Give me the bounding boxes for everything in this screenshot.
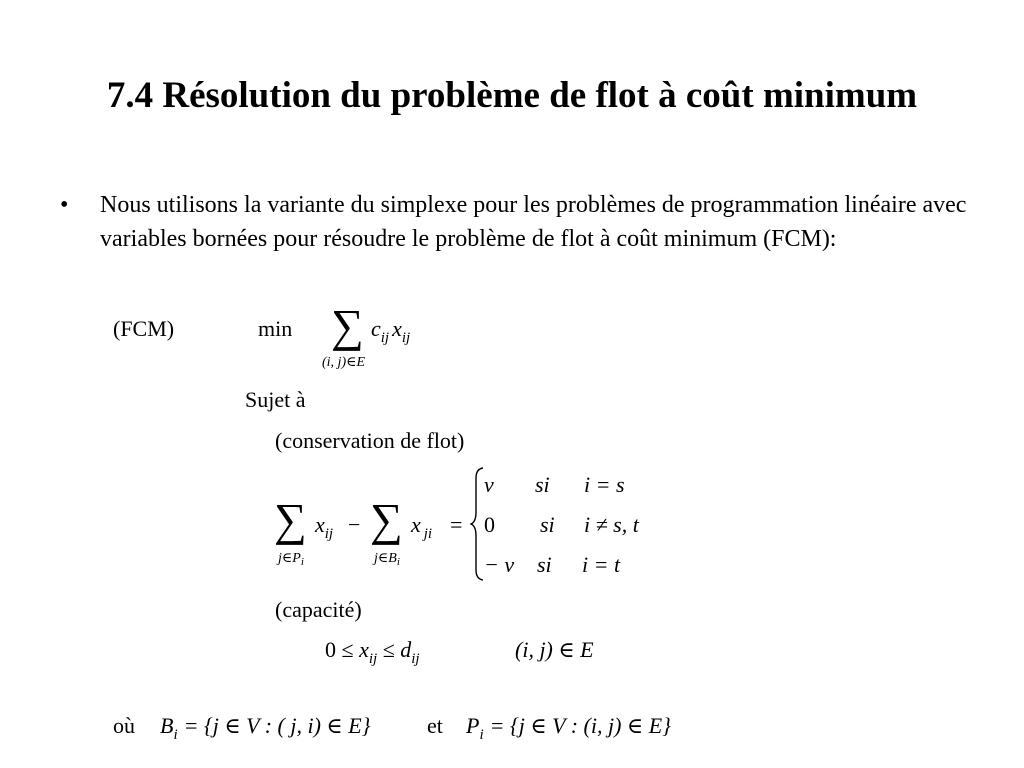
- cost-subscript: ij: [380, 330, 390, 346]
- case-3-si: si: [537, 552, 552, 577]
- conservation-term-in: [411, 512, 433, 542]
- flow-x: x: [392, 316, 402, 341]
- case-1-condition: i = s: [584, 472, 625, 497]
- case-2-condition: i ≠ s, t: [584, 512, 639, 537]
- p-set-definition: $P_i = \{j$ ∈ V : (i, j) ∈ E}: [466, 713, 671, 743]
- capacity-constraint: $0 \le x_{ij} \le d_{ij}$: [325, 637, 420, 667]
- capacity-domain: (i, j) ∈ E: [515, 637, 594, 662]
- objective-term: [371, 316, 411, 346]
- bullet-text: Nous utilisons la variante du simplexe pour les problèmes de programmation linéaire avec variables bornées pour résoudre le problème de flot à coût minimum (FCM):: [100, 192, 967, 252]
- sum-index: (i, j)∈E: [322, 355, 366, 370]
- conservation-term-out: [315, 512, 334, 542]
- fcm-label: (FCM): [113, 316, 175, 341]
- flow-in-subscript: ji: [423, 526, 433, 542]
- sum-index-b: $j\in B_i$: [374, 551, 400, 568]
- sum-symbol: ∑: [331, 300, 364, 351]
- cost-c: c: [371, 316, 381, 341]
- subject-to-label: Sujet à: [245, 387, 306, 412]
- minus-sign: −: [348, 512, 361, 537]
- case-2-si: si: [540, 512, 555, 537]
- flow-subscript: ij: [401, 330, 411, 346]
- min-label: min: [258, 316, 293, 341]
- case-3-condition: i = t: [582, 552, 621, 577]
- case-2-value: 0: [484, 512, 495, 537]
- conservation-label: (conservation de flot): [275, 428, 465, 453]
- flow-out-subscript: ij: [324, 526, 334, 542]
- flow-x-out: x: [315, 512, 325, 537]
- case-1-value: v: [484, 472, 494, 497]
- slide-title: 7.4 Résolution du problème de flot à coût minimum: [106, 75, 918, 116]
- capacity-label: (capacité): [275, 597, 362, 622]
- ou-label: où: [113, 713, 135, 738]
- sum-index-p: $j\in P_i$: [278, 551, 304, 568]
- case-1-si: si: [535, 472, 550, 497]
- equals-sign: =: [450, 512, 463, 537]
- case-3-value: − v: [484, 552, 515, 577]
- bullet-symbol: •: [60, 192, 69, 218]
- sum-symbol-p: ∑: [274, 494, 307, 545]
- flow-x-in: x: [411, 512, 421, 537]
- sum-symbol-b: ∑: [370, 494, 403, 545]
- et-label: et: [427, 713, 443, 738]
- b-set-definition: $B_i = \{j$ ∈ V : ( j, i) ∈ E}: [160, 713, 371, 743]
